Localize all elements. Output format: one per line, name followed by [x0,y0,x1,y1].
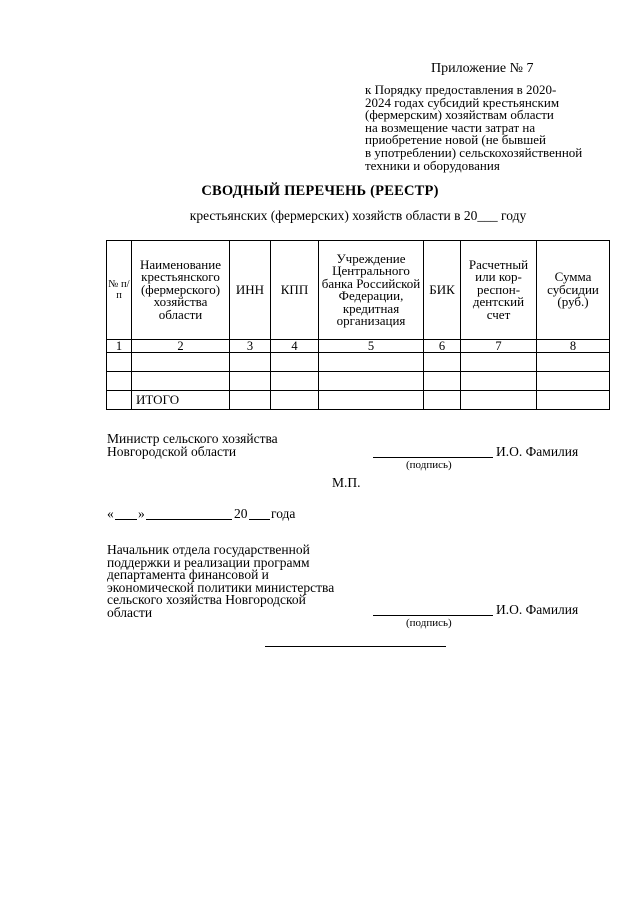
column-header: БИК [424,241,461,340]
table-cell [461,391,537,410]
column-number: 8 [537,340,610,353]
minister-name: И.О. Фамилия [496,444,579,459]
annex-line: на возмещение части затрат на [365,119,536,135]
table-cell [319,372,424,391]
table-cell [461,372,537,391]
table-cell [132,372,230,391]
annex-line: техники и оборудования [365,157,500,173]
table-cell [132,353,230,372]
table-cell [537,391,610,410]
annex-line: (фермерским) хозяйствам области [365,107,554,123]
annex-text [365,84,615,172]
column-number: 4 [271,340,319,353]
table-cell [537,353,610,372]
document-subtitle: крестьянских (фермерских) хозяйств области в 20___ году [189,208,527,223]
column-number: 1 [107,340,132,353]
date-day-line [115,519,137,520]
head-line: поддержки и реализации программ [107,554,310,570]
minister-signature-caption: (подпись) [406,459,452,471]
column-header: Наименование крестьянского (фермерского) хозяйства области [132,241,230,340]
total-label: ИТОГО [132,391,230,410]
table-row [107,372,610,391]
head-signature-caption: (подпись) [406,617,452,629]
table-cell [107,353,132,372]
column-header: № п/п [107,241,132,340]
column-header: КПП [271,241,319,340]
table-cell [424,353,461,372]
table-cell [271,391,319,410]
column-number-row [107,340,610,353]
stamp-label: М.П. [332,475,361,490]
table-cell [271,372,319,391]
column-header: Сумма субсидии (руб.) [537,241,610,340]
date-year-line [249,519,270,520]
table-cell [107,391,132,410]
date-open-quote: « [107,506,114,521]
column-number: 3 [230,340,271,353]
head-line: экономической политики министерства [107,579,335,595]
head-position [107,544,334,619]
column-header: Учреждение Центрального банка Российской Федерации, кредитная организация [319,241,424,340]
head-name: И.О. Фамилия [496,602,579,617]
head-line: департамента финансовой и [107,567,269,582]
register-table [106,240,610,410]
date-year-prefix: 20 [234,506,248,521]
date-month-line [146,519,232,520]
table-cell [230,391,271,410]
minister-signature-line [373,457,493,458]
head-line: сельского хозяйства Новгородской [107,592,306,607]
head-line: области [107,604,153,620]
table-cell [424,372,461,391]
closing-rule [265,646,446,647]
column-number: 6 [424,340,461,353]
table-cell [537,372,610,391]
table-cell [319,353,424,372]
annex-line: в употреблении) сельскохозяйственной [365,144,583,160]
table-cell [271,353,319,372]
minister-position [107,433,278,458]
column-header: ИНН [230,241,271,340]
column-header: Расчетный или кор-респон-дентский счет [461,241,537,340]
column-number: 2 [132,340,230,353]
head-signature-line [373,615,493,616]
minister-line: Новгородской области [107,443,237,459]
annex-line: приобретение новой (не бывшей [365,132,546,148]
table-cell [230,353,271,372]
column-number: 5 [319,340,424,353]
table-cell [107,372,132,391]
annex-title: Приложение № 7 [431,61,534,76]
annex-line: 2024 годах субсидий крестьянским [365,94,560,110]
table-cell [461,353,537,372]
date-close-quote: » [138,506,145,521]
table-header-row [107,241,610,340]
total-row [107,391,610,410]
table-row [107,353,610,372]
table-cell [424,391,461,410]
date-suffix: года [271,506,296,521]
annex-line: к Порядку предоставления в 2020- [365,82,557,97]
table-cell [319,391,424,410]
minister-line: Министр сельского хозяйства [107,431,278,446]
table-cell [230,372,271,391]
document-title: СВОДНЫЙ ПЕРЕЧЕНЬ (РЕЕСТР) [201,183,439,199]
column-number: 7 [461,340,537,353]
head-line: Начальник отдела государственной [107,542,310,557]
